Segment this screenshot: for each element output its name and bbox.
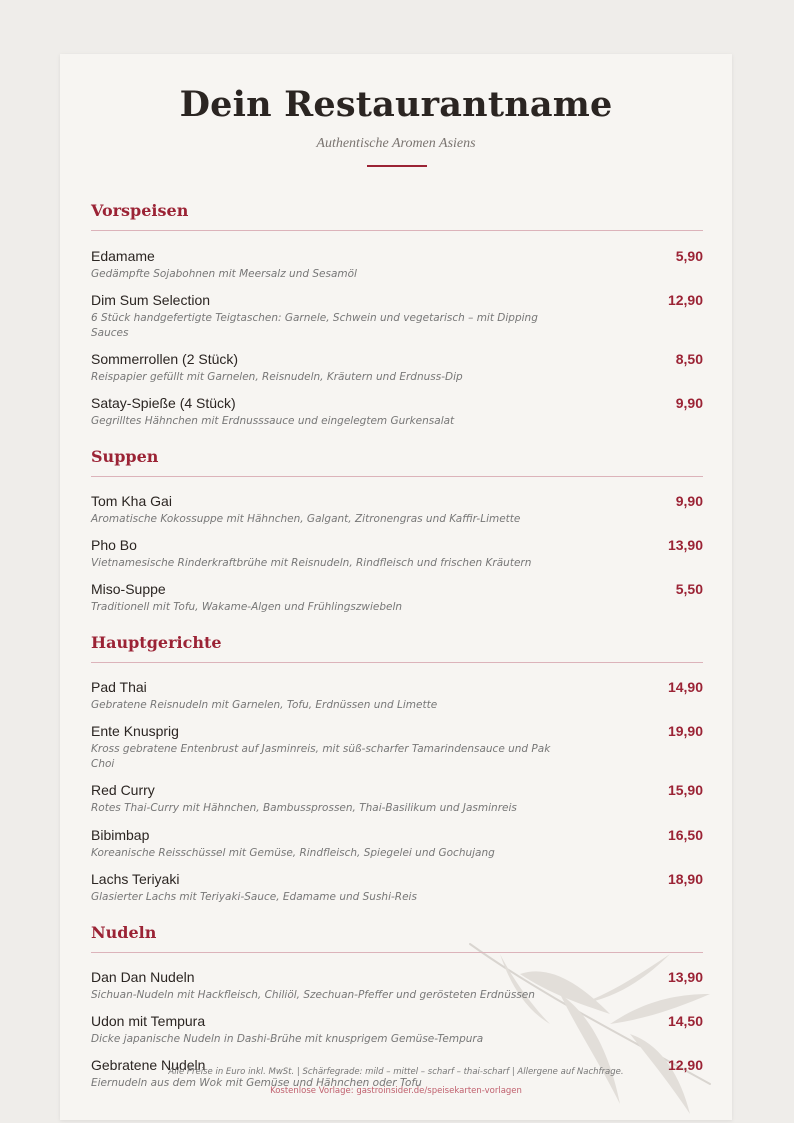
- item-description: Eiernudeln aus dem Wok mit Gemüse und Hähnchen oder Tofu: [91, 1077, 422, 1089]
- menu-page: [60, 54, 732, 1120]
- item-description: Dicke japanische Nudeln in Dashi-Brühe mit knusprigem Gemüse-Tempura: [91, 1033, 484, 1045]
- item-price: 12,90: [667, 1057, 703, 1073]
- item-price: 18,90: [667, 871, 703, 887]
- item-price: 12,90: [667, 292, 703, 308]
- item-price: 8,50: [675, 351, 703, 367]
- item-price: 13,90: [667, 969, 703, 985]
- item-price: 16,50: [667, 827, 703, 843]
- item-price: 14,50: [667, 1013, 703, 1029]
- restaurant-tagline: Authentische Aromen Asiens: [316, 136, 476, 151]
- restaurant-name: Dein Restaurantname: [179, 84, 613, 125]
- item-description: Rotes Thai-Curry mit Hähnchen, Bambussprossen, Thai-Basilikum und Jasminreis: [91, 802, 517, 814]
- item-name: Ente Knusprig: [91, 723, 179, 739]
- menu-item: [91, 969, 703, 1003]
- section-divider: [91, 662, 703, 663]
- section-title-hauptgerichte: Hauptgerichte: [91, 633, 222, 652]
- title-divider: [367, 165, 427, 167]
- item-price: 9,90: [675, 395, 703, 411]
- item-description: Sichuan-Nudeln mit Hackfleisch, Chiliöl, Szechuan-Pfeffer und gerösteten Erdnüssen: [91, 989, 535, 1001]
- menu-item: [91, 248, 703, 282]
- item-description: Vietnamesische Rinderkraftbrühe mit Reisnudeln, Rindfleisch und frischen Kräutern: [91, 557, 532, 569]
- menu-item: [91, 679, 703, 713]
- item-name: Tom Kha Gai: [91, 493, 172, 509]
- item-name: Udon mit Tempura: [91, 1013, 206, 1029]
- item-price: 15,90: [667, 782, 703, 798]
- item-description: Gedämpfte Sojabohnen mit Meersalz und Sesamöl: [91, 268, 357, 280]
- menu-item: [91, 1013, 703, 1047]
- item-name: Pad Thai: [91, 679, 147, 695]
- item-name: Lachs Teriyaki: [91, 871, 180, 887]
- item-description: Traditionell mit Tofu, Wakame-Algen und Frühlingszwiebeln: [91, 601, 403, 613]
- item-name: Pho Bo: [91, 537, 137, 553]
- item-description: Gegrilltes Hähnchen mit Erdnusssauce und eingelegtem Gurkensalat: [91, 415, 455, 427]
- menu-item: [91, 351, 703, 385]
- section-title-suppen: Suppen: [91, 447, 159, 466]
- menu-item: [91, 782, 703, 816]
- item-name: Edamame: [91, 248, 155, 264]
- item-name: Sommerrollen (2 Stück): [91, 351, 239, 367]
- item-description: Kross gebratene Entenbrust auf Jasminreis, mit süß-scharfer Tamarindensauce und Pak Choi: [91, 743, 551, 770]
- item-name: Dan Dan Nudeln: [91, 969, 195, 985]
- item-description: Glasierter Lachs mit Teriyaki-Sauce, Edamame und Sushi-Reis: [91, 891, 417, 903]
- menu-item: [91, 871, 703, 905]
- section-divider: [91, 952, 703, 953]
- item-description: Aromatische Kokossuppe mit Hähnchen, Galgant, Zitronengras und Kaffir-Limette: [91, 513, 521, 525]
- item-name: Gebratene Nudeln: [91, 1057, 206, 1073]
- section-divider: [91, 476, 703, 477]
- item-name: Miso-Suppe: [91, 581, 166, 597]
- item-description: 6 Stück handgefertigte Teigtaschen: Garnele, Schwein und vegetarisch – mit Dipping Sauces: [91, 312, 538, 339]
- section-divider: [91, 230, 703, 231]
- item-name: Dim Sum Selection: [91, 292, 211, 308]
- item-price: 19,90: [667, 723, 703, 739]
- item-name: Red Curry: [91, 782, 155, 798]
- menu-item: [91, 827, 703, 861]
- item-price: 5,50: [675, 581, 703, 597]
- section-title-nudeln: Nudeln: [91, 923, 157, 942]
- item-price: 9,90: [675, 493, 703, 509]
- menu-item: [91, 493, 703, 527]
- section-title-vorspeisen: Vorspeisen: [91, 201, 189, 220]
- menu-item: [91, 537, 703, 571]
- item-description: Koreanische Reisschüssel mit Gemüse, Rindfleisch, Spiegelei und Gochujang: [91, 847, 495, 859]
- menu-item: [91, 292, 703, 340]
- footer-note: Alle Preise in Euro inkl. MwSt. | Schärfegrade: mild – mittel – scharf – thai-scharf | Allergene auf Nachfrage.: [168, 1067, 624, 1077]
- item-description: Gebratene Reisnudeln mit Garnelen, Tofu, Erdnüssen und Limette: [91, 699, 438, 711]
- menu-item: [91, 723, 703, 771]
- item-price: 5,90: [675, 248, 703, 264]
- footer-credit-link[interactable]: Kostenlose Vorlage: gastroinsider.de/speisekarten-vorlagen: [270, 1086, 522, 1096]
- item-description: Reispapier gefüllt mit Garnelen, Reisnudeln, Kräutern und Erdnuss-Dip: [91, 371, 463, 383]
- menu-item: [91, 395, 703, 429]
- item-name: Bibimbap: [91, 827, 150, 843]
- menu-item: [91, 581, 703, 615]
- item-name: Satay-Spieße (4 Stück): [91, 395, 236, 411]
- item-price: 13,90: [667, 537, 703, 553]
- item-price: 14,90: [667, 679, 703, 695]
